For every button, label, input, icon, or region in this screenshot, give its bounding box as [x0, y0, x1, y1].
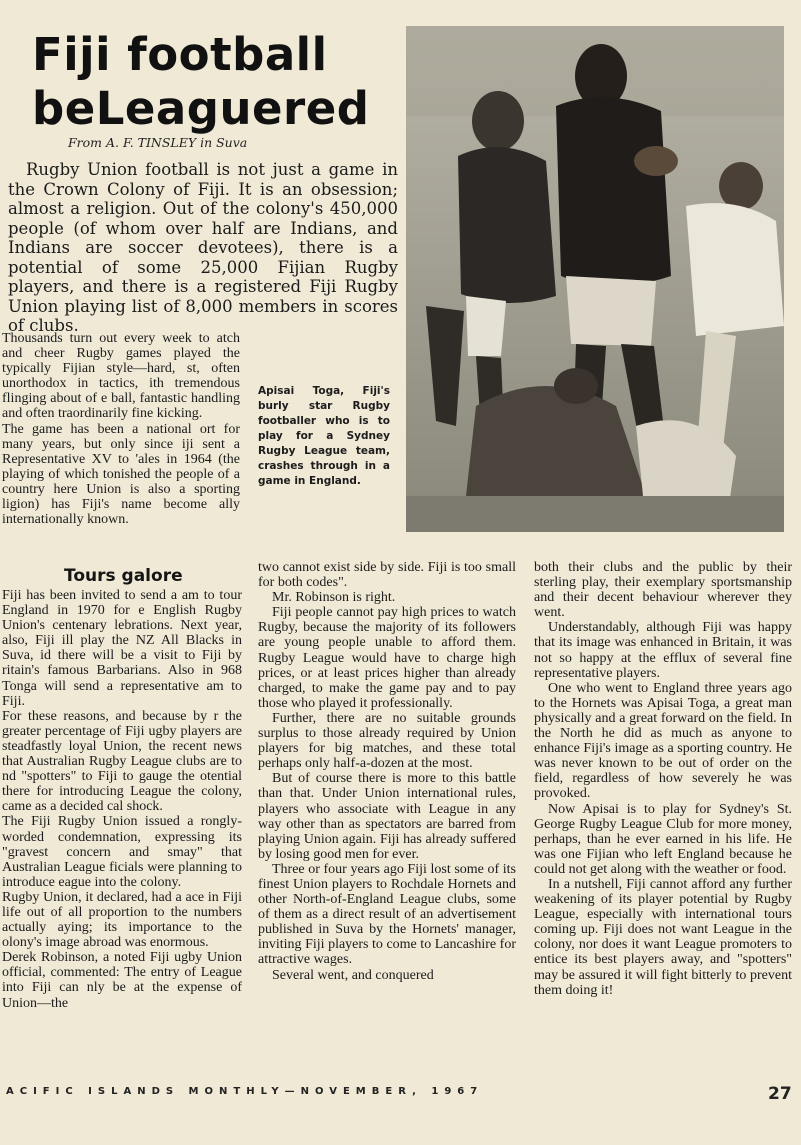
- column-1: [2, 588, 242, 1011]
- paragraph: Derek Robinson, a noted Fiji ugby Union official, commented: The entry of League into Fiji can nly be at the expense of Union—the: [2, 950, 242, 1011]
- paragraph: Fiji has been invited to send a am to tour England in 1970 for e English Rugby Union's centenary lebrations. Next year, also, Fiji ill play the NZ All Blacks in Suva, id there will be a visit to Fiji by ritain's famous Barbarians. Also in 968 Tonga will send a representative am to Fiji.: [2, 588, 242, 709]
- paragraph: One who went to England three years ago to the Hornets was Apisai Toga, a great man physically and a great forward on the field. In the North he did as much as anyone to enhance Fiji's image as a sporting country. He was never known to be out of order on the field, regardless of how severely he was provoked.: [534, 680, 792, 802]
- paragraph: two cannot exist side by side. Fiji is too small for both codes".: [258, 560, 516, 591]
- publication-footer: ACIFIC ISLANDS MONTHLY—NOVEMBER, 1967: [6, 1086, 484, 1097]
- lead-paragraph: [8, 160, 398, 336]
- intro-column: [2, 331, 240, 527]
- subheading-tours-galore: Tours galore: [64, 566, 183, 586]
- paragraph: The Fiji Rugby Union issued a rongly-worded condemnation, expressing its "gravest concern and smay" that Australian League ficials were planning to introduce eague into the colony.: [2, 814, 242, 890]
- headline-line-1: Fiji football: [32, 28, 328, 81]
- paragraph: Mr. Robinson is right.: [272, 590, 396, 606]
- rugby-players-image: [406, 26, 784, 532]
- column-2: [258, 560, 516, 983]
- paragraph: both their clubs and the public by their sterling play, their exemplary sportsmanship and their decent behaviour wherever they went.: [534, 560, 792, 621]
- paragraph: For these reasons, and because by r the greater percentage of Fiji ugby players are steadfastly loyal Union, the recent news that Australian Rugby League clubs are to nd "spotters" to Fiji to gauge the otential there for introducing League the colony, came as a decided cal shock.: [2, 708, 242, 815]
- rugby-photo: [406, 26, 784, 532]
- paragraph: Several went, and conquered: [272, 967, 434, 983]
- paragraph: Now Apisai is to play for Sydney's St. George Rugby League Club for more money, perhaps, than he ever earned in his life. He was one Fijian who left England because he could not get along with the weather or food.: [534, 801, 792, 877]
- paragraph: But of course there is more to this battle than that. Under Union international rules, players who associate with League in any way other than as spectators are barred from playing Union again. Fiji has already suffered by losing good men for ever.: [258, 771, 516, 862]
- photo-caption: Apisai Toga, Fiji's burly star Rugby footballer who is to play for a Sydney Rugby League team, crashes through in a game in England.: [258, 385, 390, 487]
- lead-text: Rugby Union football is not just a game in the Crown Colony of Fiji. It is an obsession; almost a religion. Out of the colony's 450,000 people (of whom over half are Indians, and Indians are soccer devotees), there is a potential of some 25,000 Fijian Rugby players, and there is a registered Fiji Rugby Union playing list of 8,000 members in scores of clubs.: [8, 160, 398, 335]
- paragraph: Rugby Union, it declared, had a ace in Fiji life out of all proportion to the numbers actually aying; its importance to the olony's image abroad was enormous.: [2, 889, 242, 951]
- headline: [32, 28, 392, 136]
- paragraph: Thousands turn out every week to atch and cheer Rugby games played the typically Fijian style—hard, st, often unorthodox in tactics, ith tremendous flinging about of e ball, fantastic handling and often traordinarily fine kicking.: [2, 331, 240, 422]
- paragraph: Fiji people cannot pay high prices to watch Rugby, because the majority of its followers are young people unable to afford them. Rugby League would have to charge high prices, or at least prices higher than already charged, to make the game pay and to pay those who played it professionally.: [258, 605, 516, 711]
- paragraph: Three or four years ago Fiji lost some of its finest Union players to Rochdale Hornets and other North-of-England League clubs, some of them as a direct result of an advertisement published in Suva by the Hornets' manager, inviting Fiji players to come to Lancashire for attractive wages.: [258, 861, 516, 968]
- headline-line-2: beLeaguered: [32, 82, 370, 135]
- page-number: 27: [768, 1084, 792, 1104]
- column-3: [534, 560, 792, 998]
- paragraph: In a nutshell, Fiji cannot afford any further weakening of its player potential by Rugby League, especially with international tours coming up. Fiji does not want League in the colony, nor does it want League promoters to entice its best players away, and "spotters" may be assured it will fight bitterly to prevent them doing it!: [534, 876, 792, 998]
- paragraph: The game has been a national ort for many years, but only since iji sent a Representative XV to 'ales in 1964 (the playing of which tonished the people of a country here Union is also a sporting ligion) has Fiji's name become ally internationally known.: [2, 421, 240, 528]
- paragraph: Understandably, although Fiji was happy that its image was enhanced in Britain, it was not so happy at the efflux of several fine representative players.: [534, 620, 792, 681]
- byline: From A. F. TINSLEY in Suva: [68, 135, 248, 150]
- paragraph: Further, there are no suitable grounds surplus to those already required by Union players for big matches, and these total perhaps only half-a-dozen at the most.: [258, 710, 516, 772]
